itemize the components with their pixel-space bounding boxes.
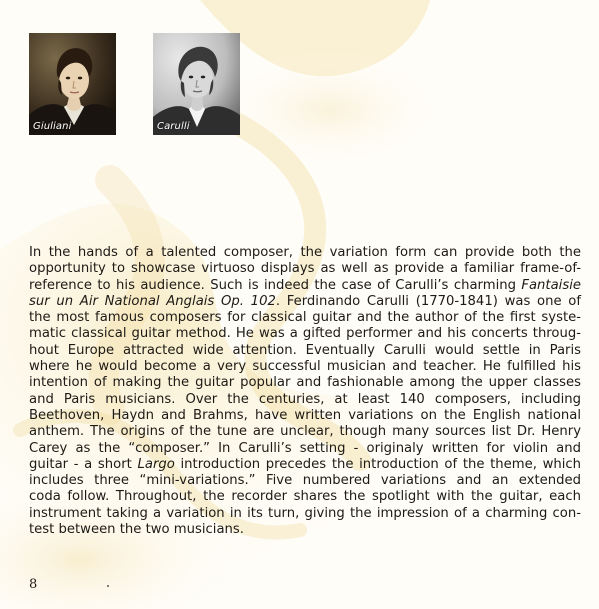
portrait-carulli: [153, 33, 240, 135]
portrait-caption: Giuliani: [33, 121, 72, 132]
portrait-caption: Carulli: [157, 121, 190, 132]
text-run: introduction precedes the introduction of the theme, which: [180, 456, 582, 472]
text-line: hout Europe attracted wide attention. Eventually Carulli would settle in Paris: [29, 342, 581, 358]
work-title-italic: sur un Air National Anglais Op. 102: [29, 293, 276, 309]
decorative-dot: [107, 585, 109, 587]
body-paragraph: [29, 245, 581, 538]
text-line: [29, 457, 581, 473]
text-run: guitar - a short: [29, 456, 132, 472]
text-run: reference to his audience. Such is indeed the case of Carulli’s charming: [29, 277, 516, 293]
text-line: coda follow. Throughout, the recorder shares the spotlight with the guitar, each: [29, 489, 581, 505]
text-line: Beethoven, Haydn and Brahms, have written variations on the English national: [29, 407, 581, 423]
text-line: In the hands of a talented composer, the variation form can provide both the: [29, 245, 581, 260]
text-line: [29, 294, 581, 310]
text-line: opportunity to showcase virtuoso displays as well as provide a familiar frame-of-: [29, 261, 581, 277]
text-line: Carey as the “composer.” In Carulli’s setting - originaly written for violin and: [29, 440, 581, 456]
text-line: and Paris musicians. Over the centuries, at least 140 composers, including: [29, 391, 581, 407]
text-line: anthem. The origins of the tune are unclear, though many sources list Dr. Henry: [29, 424, 581, 440]
text-line: matic classical guitar method. He was a gifted performer and his concerts throug-: [29, 326, 581, 342]
work-title-italic: Fantaisie: [521, 277, 581, 293]
text-line: test between the two musicians.: [29, 522, 244, 538]
text-line: intention of making the guitar popular and fashionable among the upper classes: [29, 375, 581, 391]
tempo-marking-italic: Largo: [137, 456, 175, 472]
portrait-giuliani: [29, 33, 116, 135]
portrait-giuliani-image: [29, 33, 116, 135]
text-run: . Ferdinando Carulli (1770-1841) was one of: [275, 293, 581, 309]
text-line: [29, 278, 581, 294]
text-line: instrument taking a variation in its turn, giving the impression of a charming con-: [29, 505, 581, 521]
text-line: includes three “mini-variations.” Five numbered variations and an extended: [29, 473, 581, 489]
text-line: the most famous composers for classical guitar and the author of the first syste-: [29, 310, 581, 326]
text-line: where he would become a very successful musician and teacher. He fulfilled his: [29, 359, 581, 375]
portrait-carulli-image: [153, 33, 240, 135]
page-number: 8: [29, 577, 38, 592]
